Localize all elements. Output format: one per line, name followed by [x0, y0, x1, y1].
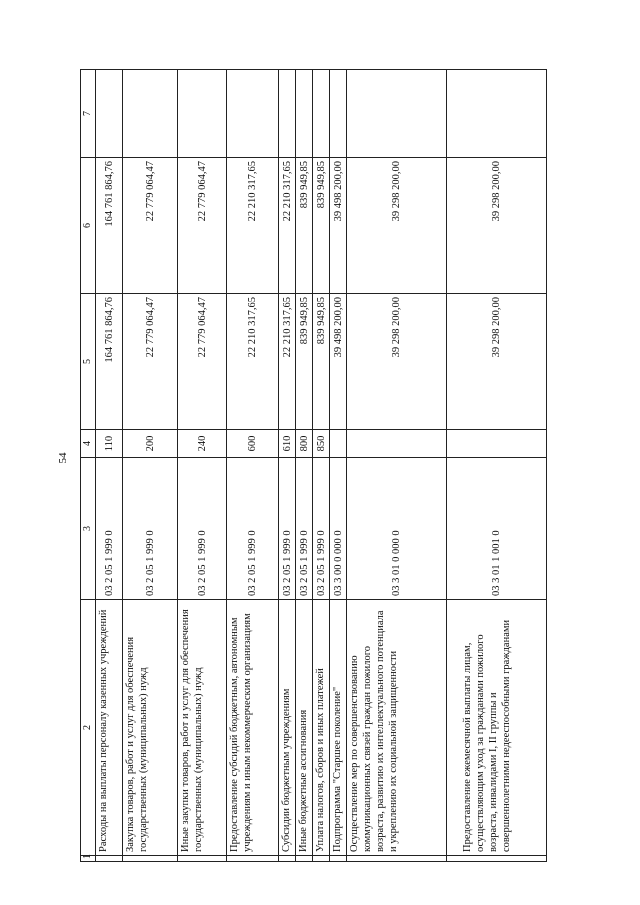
header-col-1: 1 [81, 856, 96, 862]
page-number: 54 [57, 452, 69, 464]
cell-sum5: 164 761 864,76 [96, 294, 123, 430]
cell-vr [330, 430, 347, 458]
cell-name: Предоставление субсидий бюджетным, автономным учреждениям и иным некоммерческим организациям [227, 600, 279, 856]
cell-code: 03 2 05 1 999 0 [178, 458, 227, 600]
cell-code: 03 2 05 1 999 0 [313, 458, 330, 600]
cell-col1 [313, 856, 330, 862]
cell-vr: 800 [296, 430, 313, 458]
header-row [81, 70, 96, 862]
cell-name: Уплата налогов, сборов и иных платежей [313, 600, 330, 856]
cell-sum5: 839 949,85 [296, 294, 313, 430]
budget-table [80, 69, 547, 862]
header-col-3: 3 [81, 458, 96, 600]
cell-vr [347, 430, 447, 458]
cell-code: 03 3 01 0 000 0 [347, 458, 447, 600]
header-col-5: 5 [81, 294, 96, 430]
table-row [296, 70, 313, 862]
cell-col1 [96, 856, 123, 862]
cell-code: 03 3 01 1 001 0 [447, 458, 547, 600]
cell-code: 03 3 00 0 000 0 [330, 458, 347, 600]
cell-sum6: 22 210 317,65 [227, 158, 279, 294]
table-row [227, 70, 279, 862]
table-row [96, 70, 123, 862]
cell-vr [447, 430, 547, 458]
table-row [447, 70, 547, 862]
cell-vr: 610 [279, 430, 296, 458]
cell-sum5: 839 949,85 [313, 294, 330, 430]
table-row [330, 70, 347, 862]
cell-code: 03 2 05 1 999 0 [96, 458, 123, 600]
cell-sum5: 39 498 200,00 [330, 294, 347, 430]
cell-name: Иные закупки товаров, работ и услуг для обеспечения государственных (муниципальных) нужд [178, 600, 227, 856]
cell-col7 [96, 70, 123, 158]
cell-sum6: 39 498 200,00 [330, 158, 347, 294]
table-row [347, 70, 447, 862]
cell-sum6: 39 298 200,00 [447, 158, 547, 294]
cell-sum6: 164 761 864,76 [96, 158, 123, 294]
header-col-7: 7 [81, 70, 96, 158]
cell-col7 [330, 70, 347, 158]
cell-col1 [347, 856, 447, 862]
cell-vr: 110 [96, 430, 123, 458]
cell-code: 03 2 05 1 999 0 [123, 458, 178, 600]
cell-sum6: 22 779 064,47 [123, 158, 178, 294]
table-row [279, 70, 296, 862]
cell-col1 [296, 856, 313, 862]
header-col-2: 2 [81, 600, 96, 856]
cell-name: Иные бюджетные ассигнования [296, 600, 313, 856]
cell-sum6: 839 949,85 [313, 158, 330, 294]
cell-sum5: 22 779 064,47 [123, 294, 178, 430]
cell-sum5: 22 210 317,65 [227, 294, 279, 430]
cell-sum6: 22 779 064,47 [178, 158, 227, 294]
cell-col7 [347, 70, 447, 158]
cell-col7 [313, 70, 330, 158]
cell-vr: 850 [313, 430, 330, 458]
table-row [123, 70, 178, 862]
header-col-4: 4 [81, 430, 96, 458]
cell-sum6: 39 298 200,00 [347, 158, 447, 294]
cell-vr: 600 [227, 430, 279, 458]
cell-col1 [447, 856, 547, 862]
cell-name: Расходы на выплаты персоналу казенных учреждений [96, 600, 123, 856]
cell-col7 [178, 70, 227, 158]
cell-name: Подпрограмма "Старшее поколение" [330, 600, 347, 856]
cell-name: Субсидии бюджетным учреждениям [279, 600, 296, 856]
cell-sum6: 839 949,85 [296, 158, 313, 294]
header-col-6: 6 [81, 158, 96, 294]
cell-sum5: 39 298 200,00 [347, 294, 447, 430]
cell-sum5: 39 298 200,00 [447, 294, 547, 430]
cell-col1 [178, 856, 227, 862]
table-row [313, 70, 330, 862]
cell-name: Закупка товаров, работ и услуг для обеспечения государственных (муниципальных) нужд [123, 600, 178, 856]
budget-table-wrapper [80, 70, 548, 862]
cell-col1 [279, 856, 296, 862]
cell-sum5: 22 779 064,47 [178, 294, 227, 430]
cell-sum5: 22 210 317,65 [279, 294, 296, 430]
cell-vr: 240 [178, 430, 227, 458]
cell-col7 [279, 70, 296, 158]
cell-col7 [227, 70, 279, 158]
cell-col1 [227, 856, 279, 862]
table-row [178, 70, 227, 862]
cell-code: 03 2 05 1 999 0 [279, 458, 296, 600]
cell-code: 03 2 05 1 999 0 [296, 458, 313, 600]
cell-name: Осуществление мер по совершенствованию коммуникационных связей граждан пожилого возраста, развитию их интеллектуального потенциала и укреплению их социальной защищенности [347, 600, 447, 856]
cell-col1 [330, 856, 347, 862]
cell-sum6: 22 210 317,65 [279, 158, 296, 294]
cell-col1 [123, 856, 178, 862]
cell-col7 [123, 70, 178, 158]
cell-col7 [296, 70, 313, 158]
cell-name: Предоставление ежемесячной выплаты лицам, осуществляющим уход за гражданами пожилого возраста, инвалидами I, II группы и совершеннолетними недееспособными гражданами [447, 600, 547, 856]
cell-col7 [447, 70, 547, 158]
cell-vr: 200 [123, 430, 178, 458]
cell-code: 03 2 05 1 999 0 [227, 458, 279, 600]
